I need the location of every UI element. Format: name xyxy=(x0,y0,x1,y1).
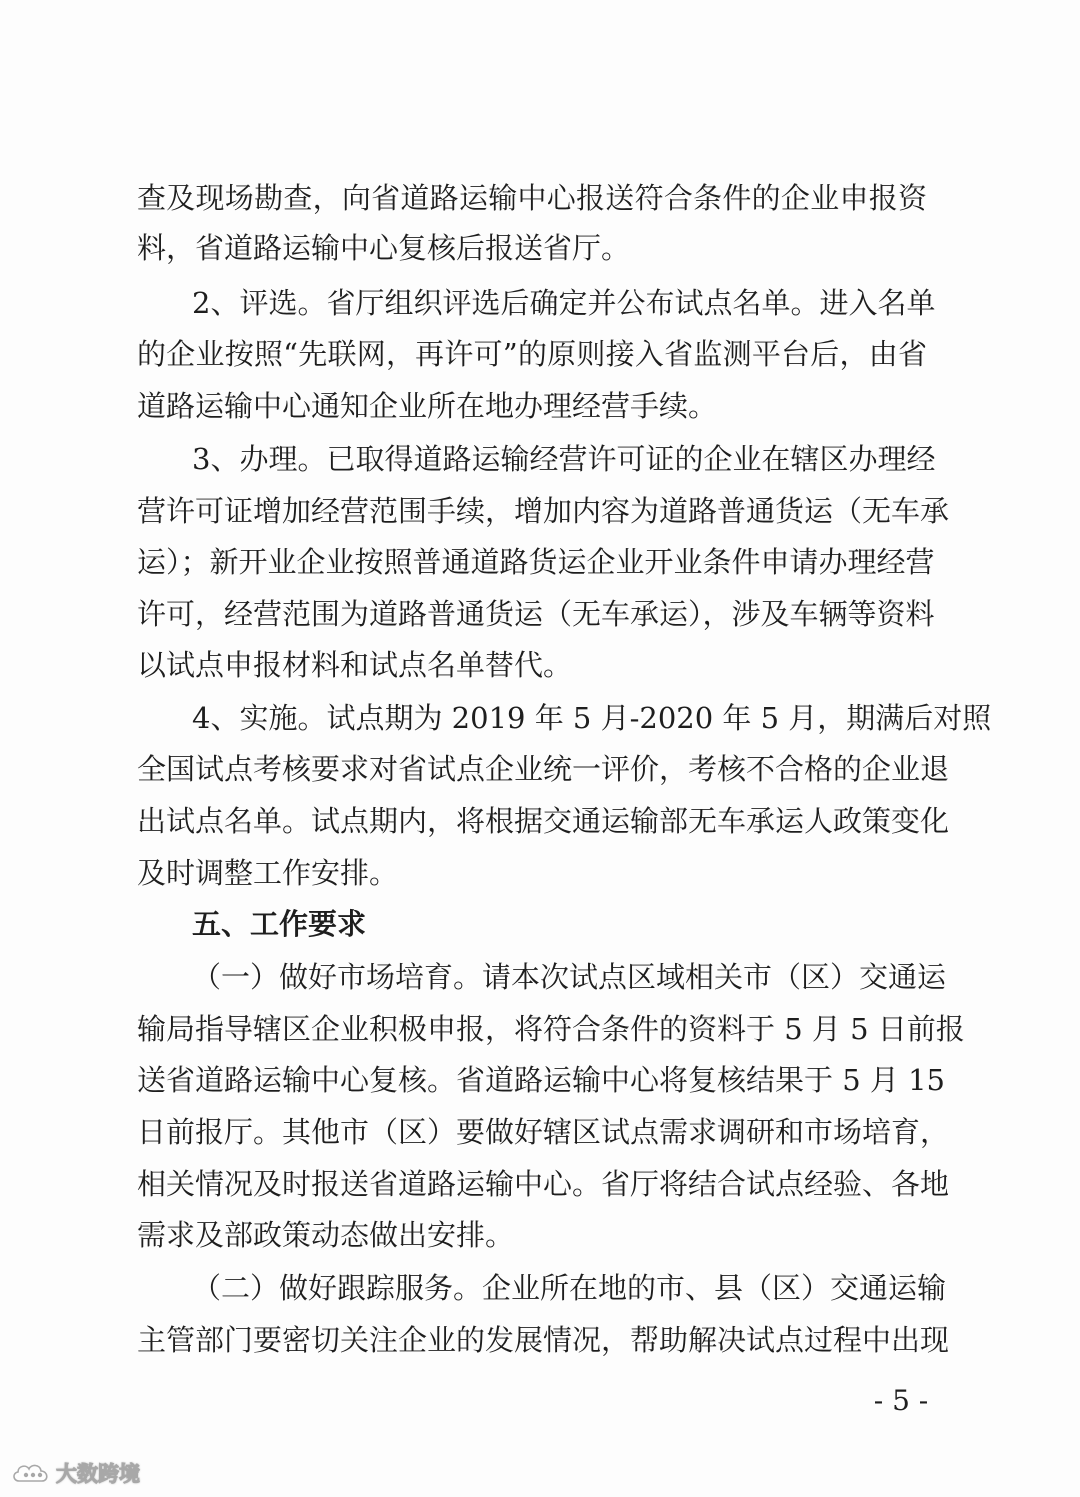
paragraph-line: 料，省道路运输中心复核后报送省厅。 xyxy=(137,231,631,265)
paragraph-line: 出试点名单。试点期内，将根据交通运输部无车承运人政策变化 xyxy=(137,804,950,838)
paragraph-line: 以试点申报材料和试点名单替代。 xyxy=(137,648,573,682)
paragraph-line: 及时调整工作安排。 xyxy=(137,856,399,890)
paragraph-line: 4、实施。试点期为 2019 年 5 月-2020 年 5 月，期满后对照 xyxy=(192,701,992,735)
watermark xyxy=(10,1456,160,1490)
page-number: - 5 - xyxy=(873,1384,929,1417)
paragraph-line: 3、办理。已取得道路运输经营许可证的企业在辖区办理经 xyxy=(192,442,936,476)
paragraph-line: 许可，经营范围为道路普通货运（无车承运），涉及车辆等资料 xyxy=(137,597,935,631)
section-heading: 五、工作要求 xyxy=(192,907,367,941)
paragraph-line: 道路运输中心通知企业所在地办理经营手续。 xyxy=(137,389,718,423)
paragraph-line: 需求及部政策动态做出安排。 xyxy=(137,1218,515,1252)
paragraph-line: 相关情况及时报送省道路运输中心。省厅将结合试点经验、各地 xyxy=(137,1167,950,1201)
paragraph-line: 查及现场勘查，向省道路运输中心报送符合条件的企业申报资 xyxy=(137,181,927,215)
paragraph-line: 全国试点考核要求对省试点企业统一评价，考核不合格的企业退 xyxy=(137,752,950,786)
paragraph-line: 2、评选。省厅组织评选后确定并公布试点名单。进入名单 xyxy=(192,286,936,320)
paragraph-line: （二）做好跟踪服务。企业所在地的市、县（区）交通运输 xyxy=(192,1271,947,1305)
paragraph-line: 的企业按照“先联网，再许可”的原则接入省监测平台后，由省 xyxy=(137,337,927,371)
paragraph-line: 运）；新开业企业按照普通道路货运企业开业条件申请办理经营 xyxy=(137,545,935,579)
paragraph-line: 送省道路运输中心复核。省道路运输中心将复核结果于 5 月 15 xyxy=(137,1063,946,1097)
paragraph-line: 营许可证增加经营范围手续，增加内容为道路普通货运（无车承 xyxy=(137,494,950,528)
watermark-text: 大数跨境 xyxy=(56,1462,140,1486)
paragraph-line: （一）做好市场培育。请本次试点区域相关市（区）交通运 xyxy=(192,960,947,994)
paragraph-line: 主管部门要密切关注企业的发展情况，帮助解决试点过程中出现 xyxy=(137,1323,950,1357)
cloud-logo-icon xyxy=(10,1459,52,1487)
paragraph-line: 日前报厅。其他市（区）要做好辖区试点需求调研和市场培育， xyxy=(137,1115,950,1149)
paragraph-line: 输局指导辖区企业积极申报，将符合条件的资料于 5 月 5 日前报 xyxy=(137,1012,965,1046)
